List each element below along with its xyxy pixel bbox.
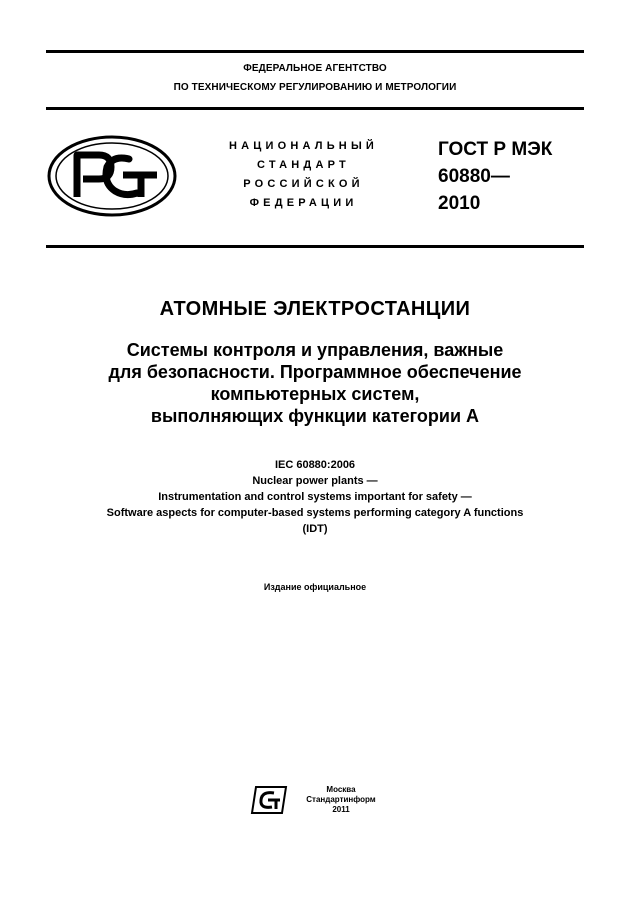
designation-line-3: 2010 bbox=[438, 193, 481, 214]
header-rule bbox=[46, 107, 584, 110]
national-standard-line-2: СТАНДАРТ bbox=[257, 159, 350, 171]
publisher-city: Москва bbox=[326, 785, 356, 794]
publisher-info bbox=[296, 785, 386, 815]
designation-line-2: 60880— bbox=[438, 166, 510, 187]
subtitle-line-3: компьютерных систем, bbox=[210, 384, 420, 404]
national-standard-line-1: НАЦИОНАЛЬНЫЙ bbox=[228, 140, 379, 152]
iec-line-4: Software aspects for computer-based systems performing category A functions bbox=[106, 507, 524, 519]
subtitle-line-2: для безопасности. Программное обеспечение bbox=[108, 362, 522, 382]
iec-line-1: IEC 60880:2006 bbox=[274, 459, 356, 471]
iec-reference bbox=[0, 457, 630, 537]
agency-line-2: ПО ТЕХНИЧЕСКОМУ РЕГУЛИРОВАНИЮ И МЕТРОЛОГИИ bbox=[173, 82, 457, 93]
iec-line-2: Nuclear power plants — bbox=[252, 475, 378, 487]
edition-label: Издание официальное bbox=[263, 582, 367, 592]
standartinform-logo-icon bbox=[250, 785, 288, 815]
national-standard-line-3: РОССИЙСКОЙ bbox=[243, 178, 364, 190]
national-standard-label bbox=[196, 137, 411, 213]
document-title: АТОМНЫЕ ЭЛЕКТРОСТАНЦИИ bbox=[159, 298, 471, 320]
publisher-name: Стандартинформ bbox=[306, 795, 376, 804]
section-rule bbox=[46, 245, 584, 248]
subtitle-line-4: выполняющих функции категории А bbox=[150, 406, 480, 426]
publisher-year: 2011 bbox=[332, 805, 350, 814]
standard-designation bbox=[438, 136, 552, 217]
subtitle-line-1: Системы контроля и управления, важные bbox=[126, 340, 504, 360]
national-standard-line-4: ФЕДЕРАЦИИ bbox=[249, 197, 358, 209]
rst-logo-icon bbox=[47, 135, 177, 217]
agency-line-1: ФЕДЕРАЛЬНОЕ АГЕНТСТВО bbox=[243, 63, 387, 74]
iec-line-5: (IDT) bbox=[302, 523, 328, 535]
designation-line-1: ГОСТ Р МЭК bbox=[438, 139, 553, 160]
iec-line-3: Instrumentation and control systems important for safety — bbox=[158, 491, 472, 503]
document-subtitle bbox=[0, 339, 630, 427]
top-rule bbox=[46, 50, 584, 53]
